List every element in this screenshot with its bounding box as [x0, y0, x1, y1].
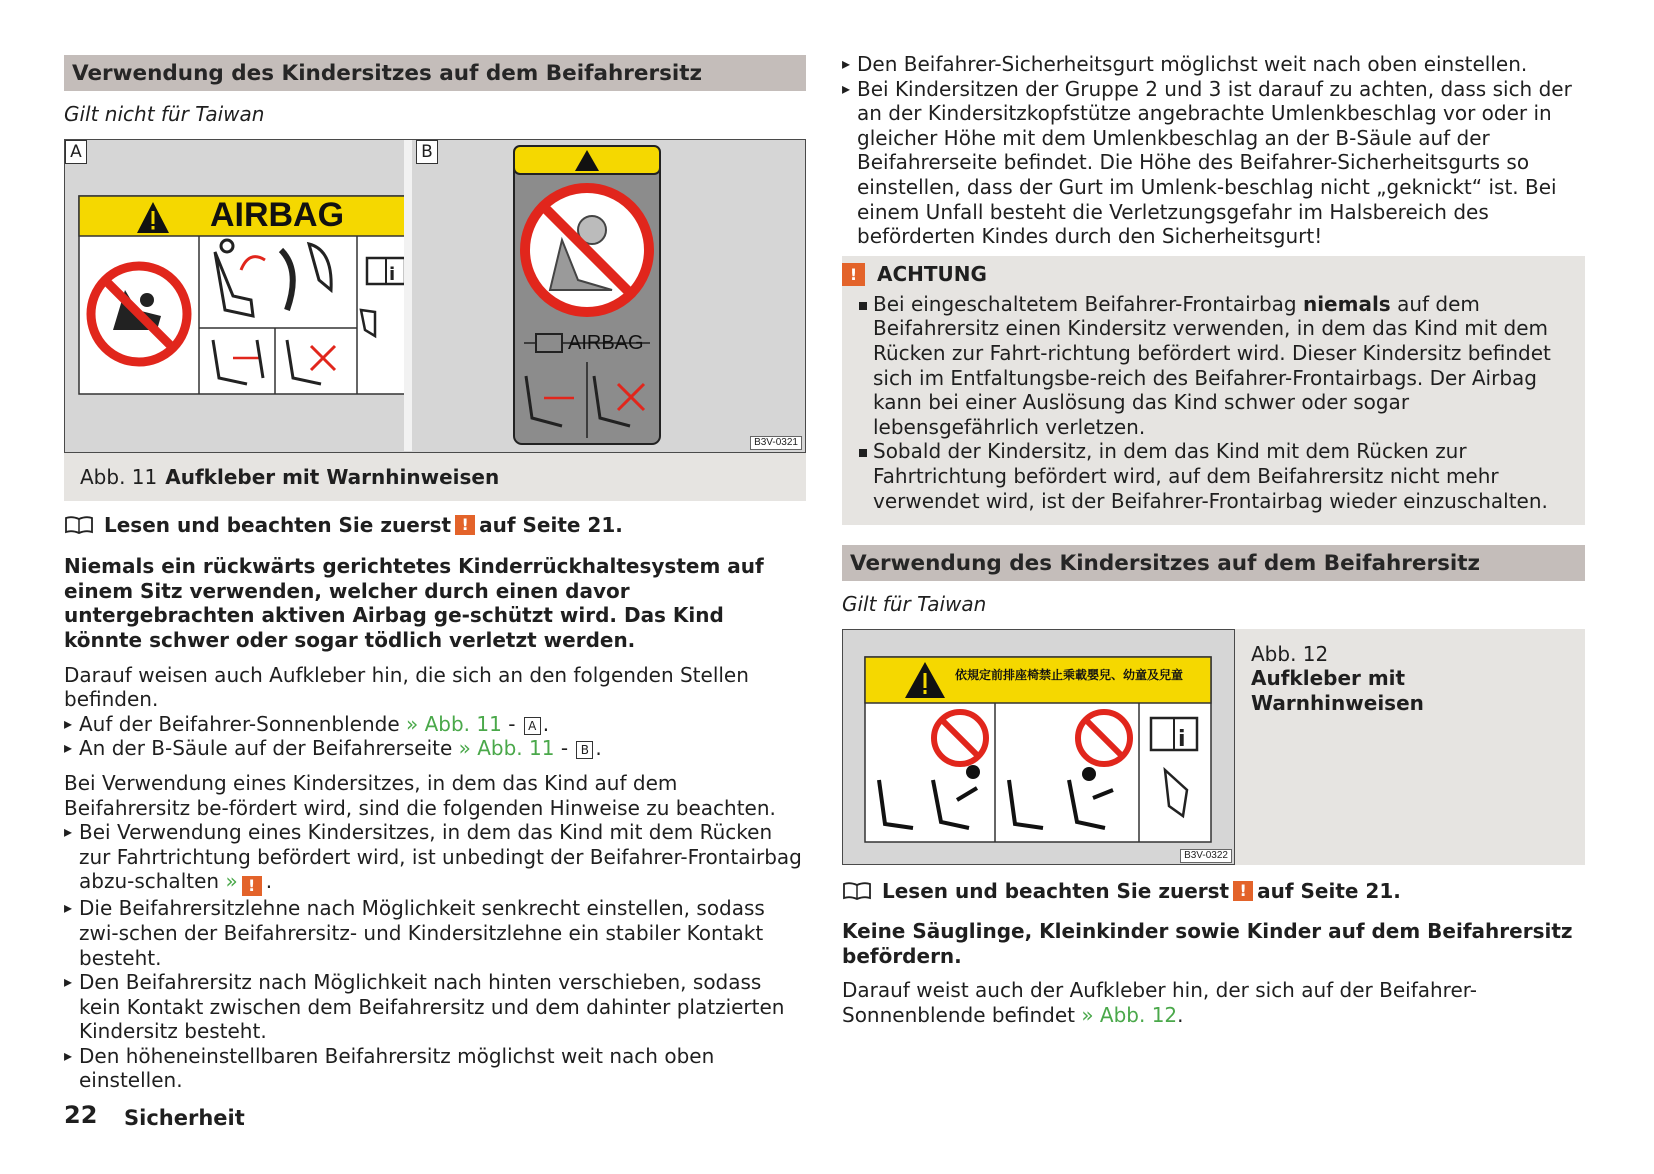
caution-emphasis: niemals	[1302, 291, 1391, 316]
caption-number: Abb. 12	[1251, 641, 1329, 666]
end-punct: .	[542, 711, 550, 736]
location-item	[64, 712, 806, 737]
prohibited-rear-facing-seat-icon	[91, 266, 187, 362]
figure-caption	[64, 453, 806, 501]
intro-paragraph: Darauf weisen auch Aufkleber hin, die sich an den folgenden Stellen befinden.	[64, 662, 749, 712]
manual-book-icon	[536, 334, 562, 352]
book-icon	[842, 881, 872, 901]
caption-title: Aufkleber mit Warnhinweisen	[1251, 666, 1424, 715]
panel-a-letter: A	[65, 140, 87, 164]
read-first-page[interactable]: auf Seite 21.	[1257, 878, 1401, 903]
list-item: ▸ Den Beifahrer-Sicherheitsgurt möglichst weit nach oben einstellen.	[842, 52, 1585, 77]
caution-title: ACHTUNG	[877, 262, 987, 287]
end-punct: .	[595, 736, 602, 761]
read-first-text: Lesen und beachten Sie zuerst	[882, 878, 1230, 903]
warning-mark-icon[interactable]: !	[242, 876, 262, 896]
end-punct: .	[265, 869, 273, 894]
applies-note: Gilt für Taiwan	[842, 592, 987, 617]
figure-12-caption	[1235, 629, 1585, 865]
figure-12-image	[842, 629, 1235, 865]
warning-mark-icon[interactable]: !	[455, 515, 475, 535]
svg-text:i: i	[1178, 726, 1186, 752]
usage-item: ▸ Den Beifahrersitz nach Möglichkeit nach hinten verschieben, sodass kein Kontakt zwischen dem Beifahrersitz und dem dahinter platzierten Kindersitz besteht.	[64, 970, 806, 1044]
panel-b	[412, 140, 804, 451]
caution-text: auf dem Beifahrersitz einen Kindersitz verwenden, in dem das Kind mit dem Rücken zur Fahrt-richtung befördert wird. Dieser Kindersitz befindet sich im Entfaltungsbe-reich des Beifahrer-Frontairbags. Der Airbag kann bei einer Auslösung das Kind schwer oder sogar lebensgefährlich verletzen.	[873, 291, 1551, 439]
figure-link[interactable]: » Abb. 12	[1081, 1003, 1178, 1028]
applies-note: Gilt nicht für Taiwan	[64, 102, 265, 126]
usage-text: Bei Verwendung eines Kindersitzes, in dem das Kind mit dem Rücken zur Fahrtrichtung befördert wird, ist unbedingt der Beifahrer-Frontairbag abzu-schalten	[79, 820, 802, 894]
footer-section: Sicherheit	[124, 1106, 245, 1130]
separator: -	[560, 736, 569, 761]
book-icon	[64, 515, 94, 535]
figure-link[interactable]: » Abb. 11	[406, 711, 502, 736]
right-column	[842, 0, 1585, 1028]
location-item	[64, 736, 806, 761]
panel-ref-letter: A	[524, 717, 541, 735]
usage-item	[64, 820, 806, 896]
caution-header	[849, 262, 1569, 288]
usage-intro: Bei Verwendung eines Kindersitzes, in dem das Kind auf dem Beifahrersitz be-fördert wird, sind die folgenden Hinweise zu beachten.	[64, 770, 776, 820]
read-first-note	[64, 513, 806, 538]
caution-box	[842, 256, 1585, 525]
taiwan-sticker	[843, 630, 1233, 863]
section-title: Verwendung des Kindersitzes auf dem Beifahrersitz	[842, 545, 1585, 581]
svg-text:i: i	[389, 263, 396, 285]
sticker-b-label: AIRBAG	[568, 331, 644, 354]
warning-paragraph: Niemals ein rückwärts gerichtetes Kinderrückhaltesystem auf einem Sitz verwenden, welcher durch einen davor untergebrachten aktiven Airbag ge-schützt wird. Das Kind könnte schwer oder sogar tödlich verletzt werden.	[64, 554, 764, 652]
airbag-sticker-a	[65, 140, 433, 451]
caution-text: Bei eingeschaltetem Beifahrer-Frontairbag	[873, 291, 1297, 316]
read-first-note	[842, 879, 1585, 904]
read-first-text: Lesen und beachten Sie zuerst	[104, 512, 452, 537]
usage-item: ▸ Den höheneinstellbaren Beifahrersitz möglichst weit nach oben einstellen.	[64, 1044, 806, 1093]
figure-code: B3V-0321	[750, 436, 802, 450]
section-title: Verwendung des Kindersitzes auf dem Beifahrersitz	[64, 55, 806, 91]
final-text: Darauf weist auch der Aufkleber hin, der sich auf der Beifahrer-Sonnenblende befindet	[842, 978, 1477, 1028]
caution-bullet: Sobald der Kindersitz, in dem das Kind mit dem Rücken zur Fahrtrichtung befördert wird, auf dem Beifahrersitz nicht mehr verwendet wird, ist der Beifahrer-Frontairbag wieder einzuschalten.	[858, 439, 1569, 513]
usage-item: ▸ Die Beifahrersitzlehne nach Möglichkeit senkrecht einstellen, sodass zwi-schen der Beifahrersitz- und Kindersitzlehne ein stabiler Kontakt besteht.	[64, 896, 806, 970]
caption-number: Abb. 11	[80, 464, 158, 489]
location-text: Auf der Beifahrer-Sonnenblende	[79, 711, 400, 736]
airbag-sticker-b	[412, 140, 804, 451]
caution-bullet	[858, 292, 1569, 440]
separator: -	[508, 711, 516, 736]
figure-link[interactable]: » Abb. 11	[458, 736, 555, 761]
warning-paragraph: Keine Säuglinge, Kleinkinder sowie Kinder auf dem Beifahrersitz befördern.	[842, 919, 1573, 968]
sticker-a-title: AIRBAG	[209, 196, 345, 235]
location-text: An der B-Säule auf der Beifahrerseite	[79, 736, 453, 761]
warning-link[interactable]: »	[225, 869, 238, 894]
page-number: 22	[64, 1101, 98, 1129]
panel-a	[65, 140, 433, 451]
read-first-page[interactable]: auf Seite 21.	[479, 512, 623, 537]
panel-b-letter: B	[416, 140, 438, 164]
child-head-icon	[966, 765, 980, 779]
final-paragraph	[842, 978, 1585, 1027]
caption-title: Aufkleber mit Warnhinweisen	[165, 464, 500, 489]
end-punct: .	[1177, 1003, 1184, 1028]
list-item: ▸ Bei Kindersitzen der Gruppe 2 und 3 ist darauf zu achten, dass sich der an der Kindersitzkopfstütze angebrachte Umlenkbeschlag vor oder in gleicher Höhe mit dem Umlenkbeschlag an der B-Säule auf der Beifahrerseite befindet. Die Höhe des Beifahrer-Sicherheitsgurts so einstellen, dass der Gurt im Umlenk-beschlag nicht „geknickt“ ist. Bei einem Unfall besteht die Verletzungsgefahr im Halsbereich des beförderten Kindes durch den Sicherheitsgurt!	[842, 77, 1585, 249]
figure-11	[64, 139, 806, 453]
figure-code: B3V-0322	[1180, 849, 1232, 863]
warning-mark-icon[interactable]: !	[1233, 881, 1253, 901]
panel-divider	[404, 140, 412, 451]
child-head-icon	[1082, 767, 1096, 781]
left-column	[64, 0, 806, 1093]
figure-12	[842, 629, 1585, 865]
sticker-chinese-text: 依規定前排座椅禁止乘載嬰兒、幼童及兒童	[955, 667, 1184, 682]
warning-mark-icon: !	[842, 263, 865, 286]
panel-ref-letter: B	[576, 741, 593, 759]
